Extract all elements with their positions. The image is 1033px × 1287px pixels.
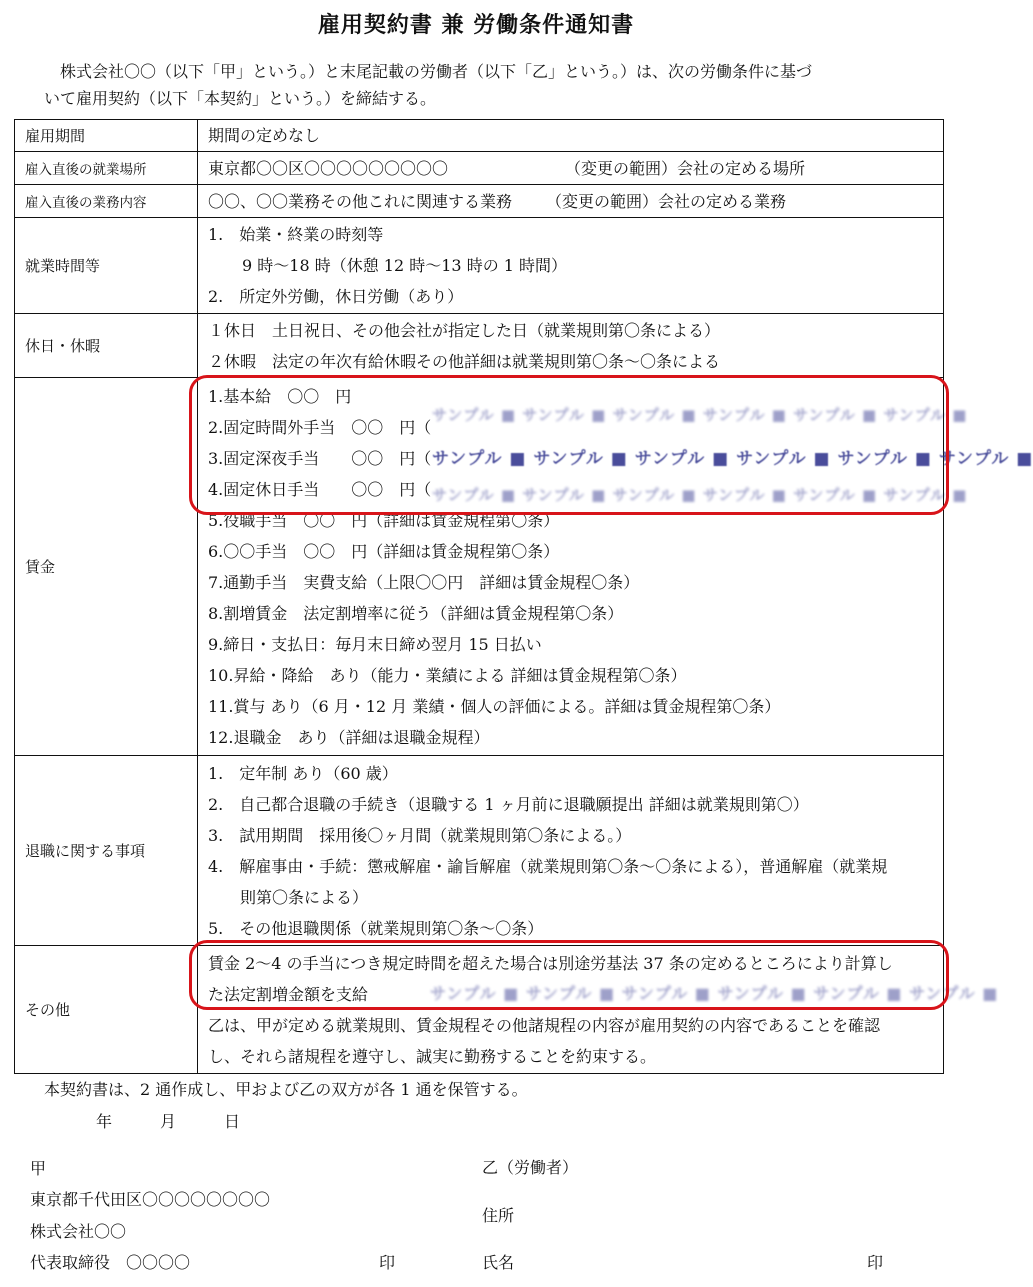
intro-line-2: いて雇用契約（以下「本契約」という。）を締結する。 [44, 89, 437, 108]
value-holidays [198, 314, 944, 378]
other-line-3: 乙は、甲が定める就業規則、賃金規程その他諸規程の内容が雇用契約の内容であることを確認 [208, 1015, 881, 1035]
wage-item: 5.役職手当 〇〇 円（詳細は賃金規程第〇条） [208, 510, 560, 530]
label-retirement: 退職に関する事項 [15, 756, 198, 946]
value-other [198, 946, 944, 1074]
sample-watermark: サンプル ■ サンプル ■ サンプル ■ サンプル ■ サンプル ■ サンプル ■ [432, 449, 1033, 469]
retirement-item: 1. 定年制 あり（60 歳） [208, 763, 398, 783]
workplace-value-text: 東京都〇〇区〇〇〇〇〇〇〇〇〇 [208, 158, 449, 178]
wage-item: 12.退職金 あり（詳細は退職金規程） [208, 727, 490, 747]
other-line-1: 賃金 2〜4 の手当につき規定時間を超えた場合は別途労基法 37 条の定めるところにより計算し [208, 953, 893, 973]
wage-item: 1.基本給 〇〇 円 [208, 386, 352, 406]
label-period: 雇用期間 [15, 120, 198, 152]
copies-note: 本契約書は、2 通作成し、甲および乙の双方が各 1 通を保管する。 [44, 1080, 528, 1099]
hours-line-3: 2. 所定外労働，休日労働（あり） [208, 287, 464, 306]
row-retirement [15, 756, 944, 946]
intro-line-1: 株式会社〇〇（以下「甲」という。）と末尾記載の労働者（以下「乙」という。）は、次の労働条件に基づ [60, 62, 813, 81]
value-duties [198, 185, 944, 218]
wage-item: 9.締日・支払日：毎月末日締め翌月 15 日払い [208, 634, 542, 654]
label-holidays: 休日・休暇 [15, 314, 198, 378]
party-a-label: 甲 [30, 1159, 47, 1178]
duties-value-text: 〇〇、〇〇業務その他これに関連する業務 [208, 191, 513, 211]
wage-item: 11.賞与 あり（6 月・12 月 業績・個人の評価による。詳細は賃金規程第〇条） [208, 696, 781, 716]
label-hours: 就業時間等 [15, 218, 198, 314]
value-hours [198, 218, 944, 314]
sample-watermark: サンプル ■ サンプル ■ サンプル ■ サンプル ■ サンプル ■ サンプル ■ [432, 486, 968, 504]
contract-table [14, 119, 944, 1074]
sample-watermark: サンプル ■ サンプル ■ サンプル ■ サンプル ■ サンプル ■ サンプル ■ [432, 406, 968, 424]
label-other: その他 [15, 946, 198, 1074]
row-other [15, 946, 944, 1074]
wage-item: 4.固定休日手当 〇〇 円（ [208, 479, 432, 499]
value-retirement [198, 756, 944, 946]
party-b-name-label: 氏名 [482, 1253, 515, 1272]
row-period [15, 120, 944, 152]
retirement-item: 2. 自己都合退職の手続き（退職する 1 ヶ月前に退職願提出 詳細は就業規則第〇） [208, 794, 809, 814]
hours-line-2: 9 時〜18 時（休憩 12 時〜13 時の 1 時間） [242, 256, 568, 275]
document-title: 雇用契約書 兼 労働条件通知書 [317, 13, 635, 38]
party-a-seal: 印 [379, 1253, 396, 1272]
label-duties: 雇入直後の業務内容 [15, 185, 198, 218]
value-wages [198, 378, 944, 756]
party-a-representative: 代表取締役 〇〇〇〇 [30, 1253, 191, 1272]
row-hours [15, 218, 944, 314]
wage-item: 10.昇給・降給 あり（能力・業績による 詳細は賃金規程第〇条） [208, 665, 687, 685]
wage-item: 2.固定時間外手当 〇〇 円（ [208, 417, 432, 437]
hours-line-1: 1. 始業・終業の時刻等 [208, 225, 384, 244]
retirement-item: 4. 解雇事由・手続：懲戒解雇・諭旨解雇（就業規則第〇条〜〇条による），普通解雇（就業規 [208, 856, 888, 876]
party-b-address-label: 住所 [482, 1206, 515, 1225]
wage-item: 6.〇〇手当 〇〇 円（詳細は賃金規程第〇条） [208, 541, 560, 561]
holidays-line-2: ２休暇 法定の年次有給休暇その他詳細は就業規則第〇条〜〇条による [208, 351, 721, 371]
row-workplace [15, 152, 944, 185]
party-a-company: 株式会社〇〇 [30, 1222, 127, 1241]
wage-item: 3.固定深夜手当 〇〇 円（ [208, 448, 432, 468]
wage-item: 7.通勤手当 実費支給（上限〇〇円 詳細は賃金規程〇条） [208, 572, 640, 592]
party-b-seal: 印 [867, 1253, 884, 1272]
party-b-label: 乙（労働者） [482, 1158, 579, 1177]
label-workplace: 雇入直後の就業場所 [15, 152, 198, 185]
other-line-2: た法定割増金額を支給 [208, 984, 369, 1004]
workplace-scope-text: （変更の範囲）会社の定める場所 [565, 158, 806, 178]
holidays-line-1: １休日 土日祝日、その他会社が指定した日（就業規則第〇条による） [208, 320, 721, 340]
row-duties [15, 185, 944, 218]
other-line-4: し、それら諸規程を遵守し、誠実に勤務することを約束する。 [208, 1046, 657, 1066]
retirement-item: 3. 試用期間 採用後〇ヶ月間（就業規則第〇条による。） [208, 825, 632, 845]
value-period [198, 120, 944, 152]
period-value-text: 期間の定めなし [208, 126, 321, 145]
intro-paragraph [24, 58, 924, 112]
wage-item: 8.割増賃金 法定割増率に従う（詳細は賃金規程第〇条） [208, 603, 624, 623]
sample-watermark: サンプル ■ サンプル ■ サンプル ■ サンプル ■ サンプル ■ サンプル ■ [430, 984, 999, 1003]
retirement-item: 5. その他退職関係（就業規則第〇条〜〇条） [208, 918, 544, 938]
row-wages [15, 378, 944, 756]
retirement-item: 則第〇条による） [208, 887, 369, 907]
label-wages: 賃金 [15, 378, 198, 756]
date-line: 年 月 日 [96, 1112, 241, 1131]
duties-scope-text: （変更の範囲）会社の定める業務 [546, 191, 787, 211]
row-holidays [15, 314, 944, 378]
party-a-address: 東京都千代田区〇〇〇〇〇〇〇〇 [30, 1190, 271, 1209]
value-workplace [198, 152, 944, 185]
